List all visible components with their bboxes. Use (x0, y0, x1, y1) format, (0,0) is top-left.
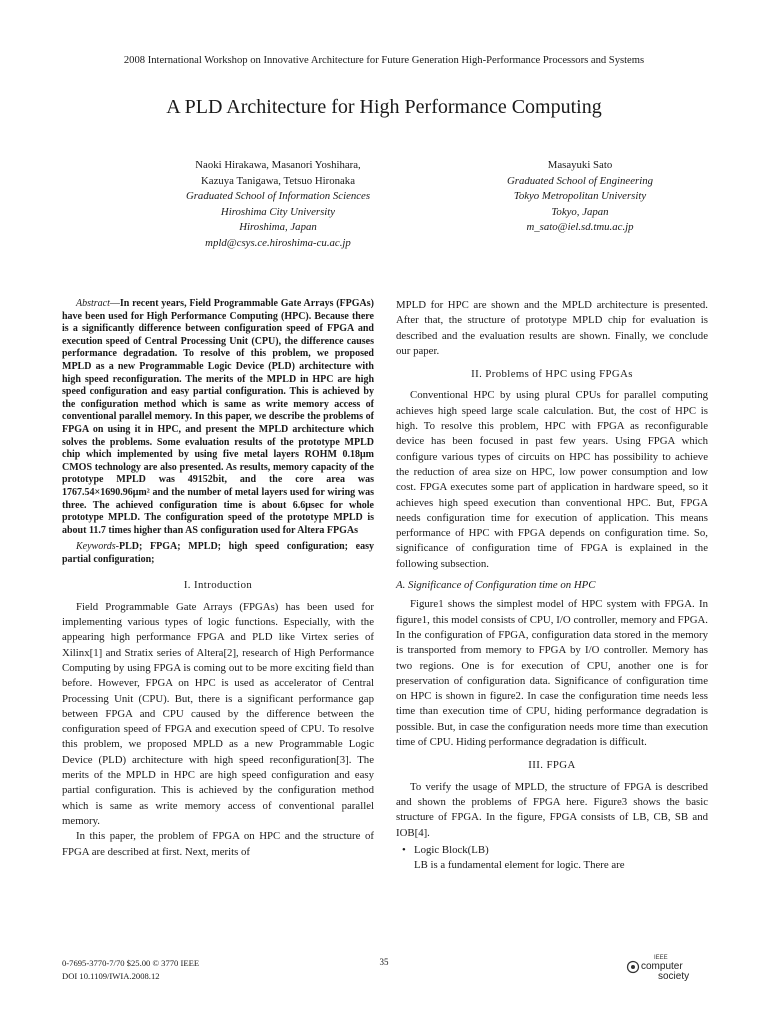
conference-header: 2008 International Workshop on Innovative Architecture for Future Generation High-Performance Processors and Systems (123, 55, 645, 66)
subsection-a-paragraph: Figure1 shows the simplest model of HPC system with FPGA. In figure1, this model consists of CPU, I/O controller, memory and FPGA. In the configuration of FPGA, configuration data stored in the memory is transported from memory to FPGA by I/O controller. Memory has two regions. One is for execution of CPU, another one is for preservation of configuration data. Significance of configuration time on HPC is shown in figure2. In case the configuration time needs less time than execution time of CPU, hiding performance degradation is possible. But, in case the configuration needs more time than execution time of CPU. Hiding performance degradation is difficult. (396, 598, 708, 749)
problems-paragraph: Conventional HPC by using plural CPUs for parallel computing achieves high speed large scale calculation. But, the cost of HPC is high. To resolve this problem, HPC with FPGA as reconfigurable device has been focused in past few years. Using FPGA which configure various types of circuits on HPC has possibility to achieve the reduction of area size on HPC, low power consumption and low cost. FPGA executes some part of application in hardware speed, so it achieves high speed execution than conventional HPC. But, FPGA needs configuration time for execution of application. This means performance of HPC with FPGA depends on configuration time. So, significance of configuration time of FPGA is explained in the following subsection. (396, 389, 708, 570)
computer-society-emblem-icon (624, 950, 694, 984)
keywords-text: PLD; FPGA; MPLD; high speed configuration; easy partial configuration; (62, 541, 374, 565)
bullet-dot: • (402, 843, 406, 856)
author-names-1: Naoki Hirakawa, Masanori Yoshihara, (195, 159, 361, 171)
left-column (62, 298, 374, 860)
bullet-label: Logic Block(LB) (414, 843, 489, 856)
author-affiliation-school: Graduated School of Engineering (506, 174, 654, 187)
footer-price-line: 0-7695-3770-7/70 $25.00 © 3770 IEEE (62, 958, 200, 968)
author-block-left (118, 158, 438, 251)
abstract-text: In recent years, Field Programmable Gate Arrays (FPGAs) have been used for High Performance Computing (HPC). Because there is a significantly difference between configuration speed of FPGA and execution speed of Central Processing Unit (CPU), the difference causes performance degradation. To resolve of this problem, we proposed MPLD as a new Programmable Logic Device (PLD) architecture with high speed reconfiguration. The merits of the MPLD in HPC are high speed configuration and easy partial configuration. This is achieved by the configuration method which is same as write memory access of conventional parallel memory. In this paper, we describe the problems of FPGA on using it in HPC, and present the MPLD architecture which solves the problems. Some evaluation results of the prototype MPLD chip which implemented by using five metal layers ROHM 0.18μm CMOS technology are also presented. As results, memory capacity of the prototype MPLD was 49152bit, and the core area was 1767.54×1690.96μm² and the number of metal layers used for wiring was three. The achieved configuration time is about 6.6μsec for whole prototype MPLD. The configuration speed of the prototype MPLD is about 11.7 times higher than AS configuration used for Altera FPGAs (62, 298, 374, 536)
logo-text-mid: computer (641, 961, 683, 972)
abstract: Abstract—In recent years, Field Programmable Gate Arrays (FPGAs) have been used for High Performance Computing (HPC). Because there is a significantly difference between configuration speed of FPGA and execution speed of Central Processing Unit (CPU), the difference causes performance degradation. To resolve of this problem, we proposed MPLD as a new Programmable Logic Device (PLD) architecture with high speed reconfiguration. The merits of the MPLD in HPC are high speed configuration and easy partial configuration. This is achieved by the configuration method which is same as write memory access of conventional parallel memory. In this paper, we describe the problems of FPGA on using it in HPC, and present the MPLD architecture which solves the problems. Some evaluation results of the prototype MPLD chip which implemented by using five metal layers ROHM 0.18μm CMOS technology are also presented. As results, memory capacity of the prototype MPLD was 49152bit, and the core area was 1767.54×1690.96μm² and the number of metal layers used for wiring was three. The achieved configuration time is about 6.6μsec for whole prototype MPLD. The configuration speed of the prototype MPLD is about 11.7 times higher than AS configuration used for Altera FPGAs (62, 298, 374, 536)
ieee-computer-society-logo (624, 950, 694, 984)
bullet-text: LB is a fundamental element for logic. There are (414, 859, 625, 872)
author-email: m_sato@iel.sd.tmu.ac.jp (526, 221, 634, 233)
paper-title: A PLD Architecture for High Performance Computing (166, 96, 602, 118)
keywords-label: Keywords- (76, 541, 119, 553)
subsection-heading-a: A. Significance of Configuration time on HPC (396, 579, 596, 592)
fpga-paragraph: To verify the usage of MPLD, the structure of FPGA is described and shown the problems of FPGA here. Figure3 shows the basic structure of FPGA. In the figure, FPGA consists of LB, CB, SB and IOB[4]. (396, 780, 708, 839)
section-heading-introduction: I. Introduction (183, 579, 253, 592)
footer-doi: DOI 10.1109/IWIA.2008.12 (62, 970, 160, 981)
section-heading-fpga: III. FPGA (528, 759, 576, 772)
bullet-logic-block (396, 843, 708, 874)
page-number: 35 (379, 957, 389, 967)
logo-text-top: IEEE (654, 955, 668, 961)
footer-copyright (62, 957, 199, 982)
author-block-right (420, 158, 740, 236)
author-affiliation-location: Tokyo, Japan (551, 205, 609, 218)
author-name: Masayuki Sato (547, 159, 613, 171)
logo-text-bottom: society (658, 971, 690, 982)
author-affiliation-location: Hiroshima, Japan (239, 221, 317, 233)
intro-paragraph-2: In this paper, the problem of FPGA on HPC and the structure of FPGA are described at first. Next, merits of (62, 830, 374, 858)
author-names-2: Kazuya Tanigawa, Tetsuo Hironaka (201, 174, 355, 187)
intro-paragraph-1: Field Programmable Gate Arrays (FPGAs) has been used for implementing various types of logic functions. Especially, with the appearing high performance FPGA and PLD like Virtex series of Xilinx[1] and Stratix series of Altera[2], research of High Performance Computing by using FPGA is coming out to be more exciting field than before. However, FPGA on HPC is used as accelerator of Central Processing Unit (CPU). But, there is a significant performance gap between FPGA and CPU caused by the difference between the configuration speed of FPGA and execution speed of CPU. To resolve this problem, we proposed MPLD as a new Programmable Logic Device (PLD) architecture with high speed reconfiguration[3]. The merits of the MPLD in HPC are high speed configuration and easy partial configuration. This is achieved by the configuration method which is same as write memory access of conventional parallel memory. (62, 600, 374, 827)
author-affiliation-university: Hiroshima City University (220, 205, 336, 218)
author-email: mpld@csys.ce.hiroshima-cu.ac.jp (205, 236, 351, 249)
right-column (396, 298, 708, 873)
right-paragraph-continued: MPLD for HPC are shown and the MPLD architecture is presented. After that, the structure of prototype MPLD chip for evaluation is described and the evaluation results are shown. Finally, we conclude our paper. (396, 299, 708, 357)
section-heading-problems: II. Problems of HPC using FPGAs (471, 368, 633, 381)
author-affiliation-university: Tokyo Metropolitan University (513, 190, 647, 202)
author-affiliation-school: Graduated School of Information Sciences (185, 190, 371, 202)
keywords (62, 541, 374, 566)
abstract-label: Abstract (76, 298, 110, 309)
